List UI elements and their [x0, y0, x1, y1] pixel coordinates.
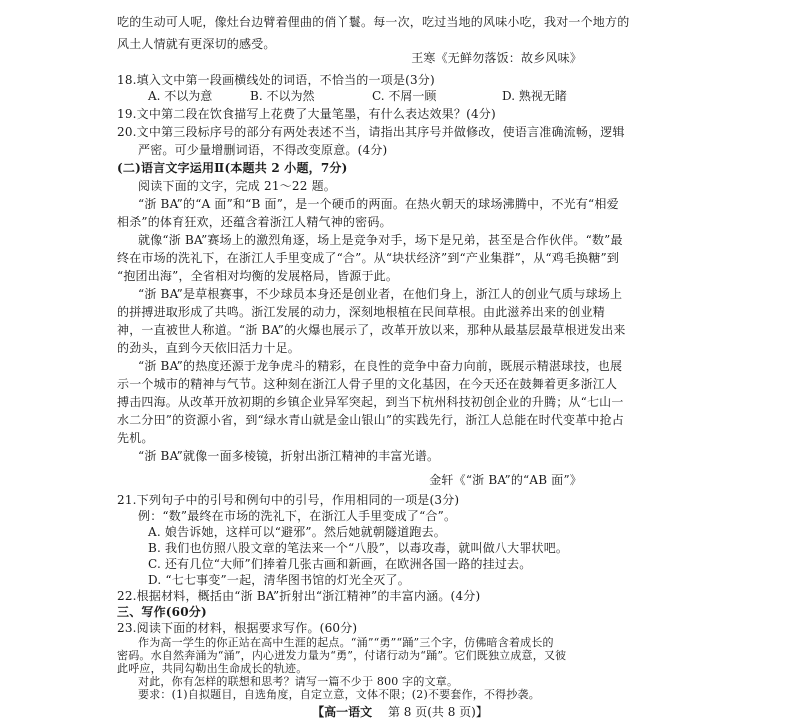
passage-line: “浙 BA”是草根赛事，不少球员本身还是创业者，在他们身上，浙江人的创业气质与球场上: [138, 287, 623, 301]
passage-line: “浙 BA”的热度还源于龙争虎斗的精彩，在良性的竞争中奋力向前，既展示精湛球技，也展: [138, 359, 623, 373]
section-2-title: (二)语言文字运用Ⅱ(本题共 2 小题，7分): [117, 161, 348, 175]
q21-option-b: B. 我们也仿照八股文章的笔法来一个“八股”，以毒攻毒，就叫做八大罪状吧。: [148, 541, 569, 555]
intro-line: 吃的生动可人呢，像灶台边臂着俚曲的俏丫鬟。每一次，吃过当地的风味小吃，我对一个地方的: [117, 15, 630, 29]
q20-line: 20.文中第三段标序号的部分有两处表述不当，请指出其序号并做修改，使语言准确流畅，逻辑: [117, 125, 625, 139]
q18-option-c: C. 不屑一顾: [372, 89, 437, 103]
q18-stem: 18.填入文中第一段画横线处的词语，不恰当的一项是(3分): [117, 73, 435, 87]
passage-line: 相杀”的体育狂欢，还蕴含着浙江人精气神的密码。: [117, 215, 392, 229]
q20-line: 严密。可少量增删词语，不得改变原意。(4分): [138, 143, 388, 157]
passage-line: 搏击四海。从改革开放初期的乡镇企业异军突起，到当下杭州科技初创企业的升腾；从“七山一: [117, 395, 624, 409]
q21-option-c: C. 还有几位“大师”们捧着几张古画和新画，在欧洲各国一路的挂过去。: [148, 557, 532, 571]
passage-line: 的劲头，直到今天依旧活力十足。: [117, 341, 301, 355]
q23-stem: 23.阅读下面的材料，根据要求写作。(60分): [117, 621, 358, 635]
passage-line: 先机。: [117, 431, 154, 445]
q23-material-line: 密码。水自然奔涌为“涌”，内心迸发力量为“勇”，付诸行动为“踊”。它们既独立成意，又彼: [117, 649, 567, 662]
passage-line: 终在市场的洗礼下，在浙江人手里变成了“合”。从“块状经济”到“产业集群”，从“鸡毛换糖”到: [117, 251, 620, 265]
q18-option-b: B. 不以为然: [250, 89, 315, 103]
passage-line: “浙 BA”就像一面多棱镜，折射出浙江精神的丰富光谱。: [138, 449, 440, 463]
footer-page-number: 第 8 页(共 8 页)】: [387, 705, 488, 719]
q18-option-d: D. 熟视无睹: [502, 89, 567, 103]
passage-source: 金轩《“浙 BA”的“AB 面”》: [429, 473, 582, 487]
q22-stem: 22.根据材料，概括由“浙 BA”折射出“浙江精神”的丰富内涵。(4分): [117, 589, 481, 603]
q23-material-line: 此呼应，共同勾勒出生命成长的轨迹。: [117, 662, 308, 675]
section-3-title: 三、写作(60分): [117, 605, 207, 619]
intro-source: 王寒《无鲜勿落饭：故乡风味》: [411, 51, 582, 65]
intro-line: 风土人情就有更深切的感受。: [117, 37, 276, 51]
q19-stem: 19.文中第二段在饮食描写上花费了大量笔墨，有什么表达效果？(4分): [117, 107, 496, 121]
passage-line: 示一个城市的精神与气节。这种刻在浙江人骨子里的文化基因，在今天还在鼓舞着更多浙江人: [117, 377, 618, 391]
passage-line: 水二分田”的资源小省，到“绿水青山就是金山银山”的实践先行，浙江人总能在时代变革中抢占: [117, 413, 625, 427]
q23-material-line: 作为高一学生的你正站在高中生涯的起点。“涌”“勇”“踊”三个字，仿佛暗含着成长的: [138, 636, 554, 649]
passage-line: 就像“浙 BA”赛场上的激烈角逐，场上是竞争对手，场下是兄弟，甚至是合作伙伴。“数”最: [138, 233, 623, 247]
passage-line: 神，一直被世人称道。“浙 BA”的火爆也展示了，改革开放以来，那种从最基层最草根迸发出来: [117, 323, 626, 337]
reading-instruction: 阅读下面的文字，完成 21～22 题。: [138, 179, 336, 193]
q23-material-line: 对此，你有怎样的联想和思考？请写一篇不少于 800 字的文章。: [138, 675, 459, 688]
q21-option-a: A. 娘告诉她，这样可以“避邪”。然后她就朝隧道跑去。: [148, 525, 446, 539]
passage-line: “浙 BA”的“A 面”和“B 面”，是一个硬币的两面。在热火朝天的球场沸腾中，不光有“相爱: [138, 197, 619, 211]
q18-option-a: A. 不以为意: [148, 89, 213, 103]
q21-stem: 21.下列句子中的引号和例句中的引号，作用相同的一项是(3分): [117, 493, 460, 507]
passage-line: 的拼搏进取形成了共鸣。浙江发展的动力，深刻地根植在民间草根。由此滋养出来的创业精: [117, 305, 606, 319]
page-footer: [0, 704, 800, 720]
footer-subject: 【高一语文: [312, 705, 373, 719]
q23-material-line: 要求：(1)自拟题目，自选角度，自定立意，文体不限；(2)不要套作，不得抄袭。: [138, 688, 540, 701]
passage-line: “抱团出海”，全省相对均衡的发展格局，皆源于此。: [117, 269, 399, 283]
q21-example: 例：“数”最终在市场的洗礼下，在浙江人手里变成了“合”。: [138, 509, 457, 523]
q21-option-d: D. “七七事变”一起，清华图书馆的灯光全灭了。: [148, 573, 410, 587]
